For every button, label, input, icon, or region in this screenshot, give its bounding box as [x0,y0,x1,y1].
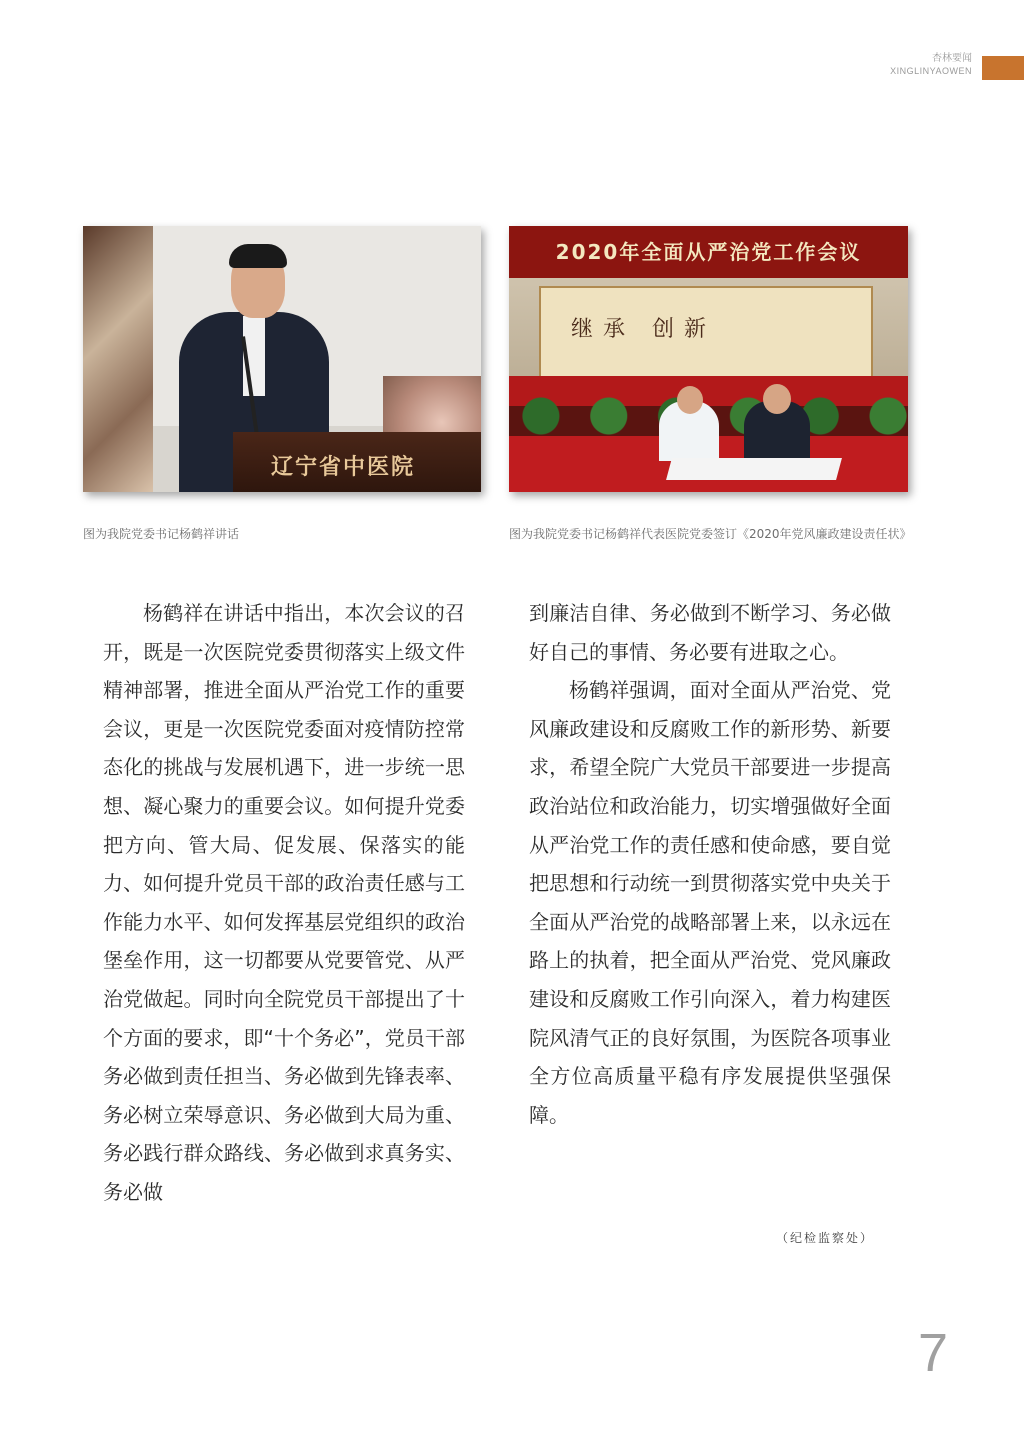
section-tag [890,52,972,78]
podium [233,432,481,492]
article-paragraph-2: 杨鹤祥强调，面对全面从严治党、党风廉政建设和反腐败工作的新形势、新要求，希望全院广大党员干部要进一步提高政治站位和政治能力，切实增强做好全面从严治党工作的责任感和使命感，要自觉把思想和行动统一到贯彻落实党中央关于全面从严治党的战略部署上来，以永远在路上的执着，把全面从严治党、党风廉政建设和反腐败工作引向深入，着力构建医院风清气正的良好氛围，为医院各项事业全方位高质量平稳有序发展提供坚强保障。 [529,678,891,1127]
article-paragraph-1: 杨鹤祥在讲话中指出，本次会议的召开，既是一次医院党委贯彻落实上级文件精神部署，推进全面从严治党工作的重要会议，更是一次医院党委面对疫情防控常态化的挑战与发展机遇下，进一步统一思想、凝心聚力的重要会议。如何提升党委把方向、管大局、促发展、保落实的能力、如何提升党员干部的政治责任感与工作能力水平、如何发挥基层党组织的政治堡垒作用，这一切都要从党要管党、从严治党做起。同时向全院党员干部提出了十个方面的要求，即“十个务必”，党员干部务必做到责任担当、务必做到先锋表率、务必树立荣辱意识、务必做到大局为重、务必践行群众路线、务必做到求真务实、务必做 [103,601,465,1204]
stage-backdrop [539,286,873,390]
article-signature: （纪检监察处） [775,1231,874,1245]
article-column-left [103,594,465,1212]
speaker-hair [229,244,287,268]
article-column-right [529,594,891,1134]
meeting-banner-text: 2020年全面从严治党工作会议 [555,240,862,264]
section-title-cn: 杏林要闻 [932,53,972,64]
backdrop-text: 继承 创新 [571,317,716,342]
page-number: 7 [918,1323,949,1383]
photo-caption-left: 图为我院党委书记杨鹤祥讲话 [83,527,240,541]
photo-speaker [83,226,481,492]
photo-signing [509,226,908,492]
wooden-panel [83,226,153,492]
signer-right-head [763,384,791,414]
signer-left-head [677,386,703,414]
signing-document [666,458,842,480]
podium-text: 辽宁省中医院 [271,454,416,480]
photo-caption-right: 图为我院党委书记杨鹤祥代表医院党委签订《2020年党风廉政建设责任状》 [509,527,912,541]
section-accent-bar [982,56,1024,80]
article-paragraph-1-continued: 到廉洁自律、务必做到不断学习、务必做好自己的事情、务必要有进取之心。 [529,601,891,664]
meeting-banner [509,226,908,278]
section-title-en: XINGLINYAOWEN [890,66,972,76]
